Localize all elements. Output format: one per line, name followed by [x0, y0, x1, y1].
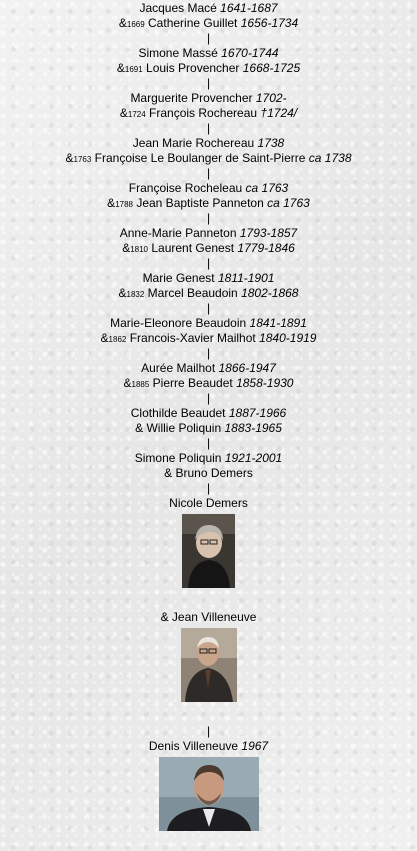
spouse-line	[0, 421, 417, 436]
person-name: Jean Marie Rochereau	[132, 136, 255, 150]
marriage-symbol: &	[65, 151, 74, 165]
person-line	[0, 316, 417, 331]
person-dates: 1811-1901	[217, 271, 275, 285]
person-dates: 1793-1857	[239, 226, 298, 240]
generation-block	[0, 1, 417, 46]
descent-separator: |	[206, 121, 211, 135]
spouse-line	[0, 241, 417, 256]
spouse-dates: 1802-1868	[241, 286, 299, 300]
person-dates: 1641-1687	[220, 1, 278, 15]
generation-block	[0, 91, 417, 136]
descent-separator: |	[206, 211, 211, 225]
spouse-line	[0, 196, 417, 211]
generation-block	[0, 361, 417, 406]
portrait-photo-nicole	[182, 514, 235, 588]
marriage-symbol: &	[119, 106, 128, 120]
marriage-symbol: &	[100, 331, 109, 345]
spouse-line	[0, 151, 417, 166]
generation-block	[0, 226, 417, 271]
spouse-name: François Rochereau	[149, 106, 258, 120]
person-name: Denis Villeneuve	[148, 739, 239, 753]
person-dates: 1967	[241, 739, 269, 753]
marriage-symbol: &	[116, 61, 125, 75]
person-line	[0, 46, 417, 61]
spouse-line	[0, 331, 417, 346]
spouse-line-jean: & Jean Villeneuve	[160, 610, 257, 624]
descent-separator: |	[206, 724, 211, 738]
portrait-photo-jean	[181, 628, 237, 702]
person-line	[0, 136, 417, 151]
person-dates: 1670-1744	[221, 46, 279, 60]
person-dates: 1887-1966	[228, 406, 287, 420]
person-line	[0, 406, 417, 421]
marriage-year: 1763	[73, 155, 92, 164]
spouse-line	[0, 106, 417, 121]
spouse-dates: †1724/	[260, 106, 298, 120]
generation-block	[0, 316, 417, 361]
generation-block	[0, 46, 417, 91]
person-line	[0, 361, 417, 376]
person-line	[0, 1, 417, 16]
generation-block	[0, 271, 417, 316]
marriage-year: 1832	[126, 290, 145, 299]
descent-separator: |	[206, 76, 211, 90]
descent-separator: |	[206, 391, 211, 405]
person-dates: 1866-1947	[218, 361, 276, 375]
descent-separator: |	[206, 31, 211, 45]
spouse-name: Françoise Le Boulanger de Saint-Pierre	[94, 151, 306, 165]
descent-separator: |	[206, 301, 211, 315]
person-line	[0, 271, 417, 286]
spouse-dates: 1668-1725	[242, 61, 301, 75]
spouse-dates: 1883-1965	[224, 421, 282, 435]
generation-block	[0, 181, 417, 226]
spouse-name: Pierre Beaudet	[152, 376, 233, 390]
person-name: Clothilde Beaudet	[130, 406, 226, 420]
spouse-name: Catherine Guillet	[148, 16, 238, 30]
marriage-symbol: &	[164, 466, 173, 480]
marriage-symbol: &	[118, 286, 127, 300]
person-dates: 1921-2001	[224, 451, 283, 465]
descent-separator: |	[206, 481, 211, 495]
generation-block	[0, 406, 417, 451]
marriage-year: 1691	[124, 65, 143, 74]
person-name: Simone Poliquin	[134, 451, 222, 465]
marriage-symbol: &	[135, 421, 144, 435]
spouse-name: Laurent Genest	[151, 241, 235, 255]
person-name: Marguerite Provencher	[130, 91, 253, 105]
spouse-line	[0, 286, 417, 301]
spouse-dates: 1779-1846	[237, 241, 295, 255]
marriage-year: 1862	[108, 335, 127, 344]
spouse-dates: ca 1738	[308, 151, 352, 165]
generation-block	[0, 136, 417, 181]
person-dates: 1702-	[255, 91, 287, 105]
person-dates: 1841-1891	[249, 316, 307, 330]
generation-block	[0, 451, 417, 496]
person-line	[0, 91, 417, 106]
person-name: Simone Massé	[138, 46, 218, 60]
person-name-nicole: Nicole Demers	[169, 496, 248, 510]
marriage-year: 1810	[130, 245, 148, 254]
person-name: Marie-Eleonore Beaudoin	[110, 316, 247, 330]
marriage-year: 1788	[115, 200, 133, 209]
spouse-name: Jean Baptiste Panneton	[136, 196, 264, 210]
person-name: Françoise Rocheleau	[128, 181, 243, 195]
spouse-name: Willie Poliquin	[146, 421, 222, 435]
person-line	[0, 181, 417, 196]
spouse-name: Bruno Demers	[175, 466, 253, 480]
spouse-line	[0, 16, 417, 31]
marriage-symbol: &	[107, 196, 116, 210]
person-name: Marie Genest	[142, 271, 215, 285]
spouse-name: Louis Provencher	[146, 61, 240, 75]
person-name: Anne-Marie Panneton	[119, 226, 237, 240]
person-dates: ca 1763	[245, 181, 289, 195]
spouse-line	[0, 61, 417, 76]
descent-separator: |	[206, 436, 211, 450]
person-line	[0, 451, 417, 466]
marriage-symbol: &	[118, 16, 127, 30]
spouse-name: Francois-Xavier Mailhot	[129, 331, 256, 345]
person-name: Jacques Macé	[139, 1, 217, 15]
descent-separator: |	[206, 166, 211, 180]
descent-separator: |	[206, 256, 211, 270]
marriage-year: 1669	[126, 20, 145, 29]
marriage-symbol: &	[123, 376, 132, 390]
spouse-dates: 1840-1919	[259, 331, 317, 345]
descent-separator: |	[206, 346, 211, 360]
spouse-dates: ca 1763	[267, 196, 310, 210]
spouse-dates: 1656-1734	[240, 16, 299, 30]
spouse-line	[0, 466, 417, 481]
spouse-line	[0, 376, 417, 391]
person-dates: 1738	[257, 136, 285, 150]
spouse-dates: 1858-1930	[236, 376, 294, 390]
marriage-symbol: &	[122, 241, 131, 255]
portrait-photo-denis	[159, 757, 259, 831]
person-line	[0, 226, 417, 241]
person-name: Aurée Mailhot	[141, 361, 216, 375]
spouse-name: Marcel Beaudoin	[147, 286, 238, 300]
marriage-year: 1724	[127, 110, 146, 119]
person-line-denis	[0, 739, 417, 754]
marriage-year: 1885	[131, 380, 150, 389]
